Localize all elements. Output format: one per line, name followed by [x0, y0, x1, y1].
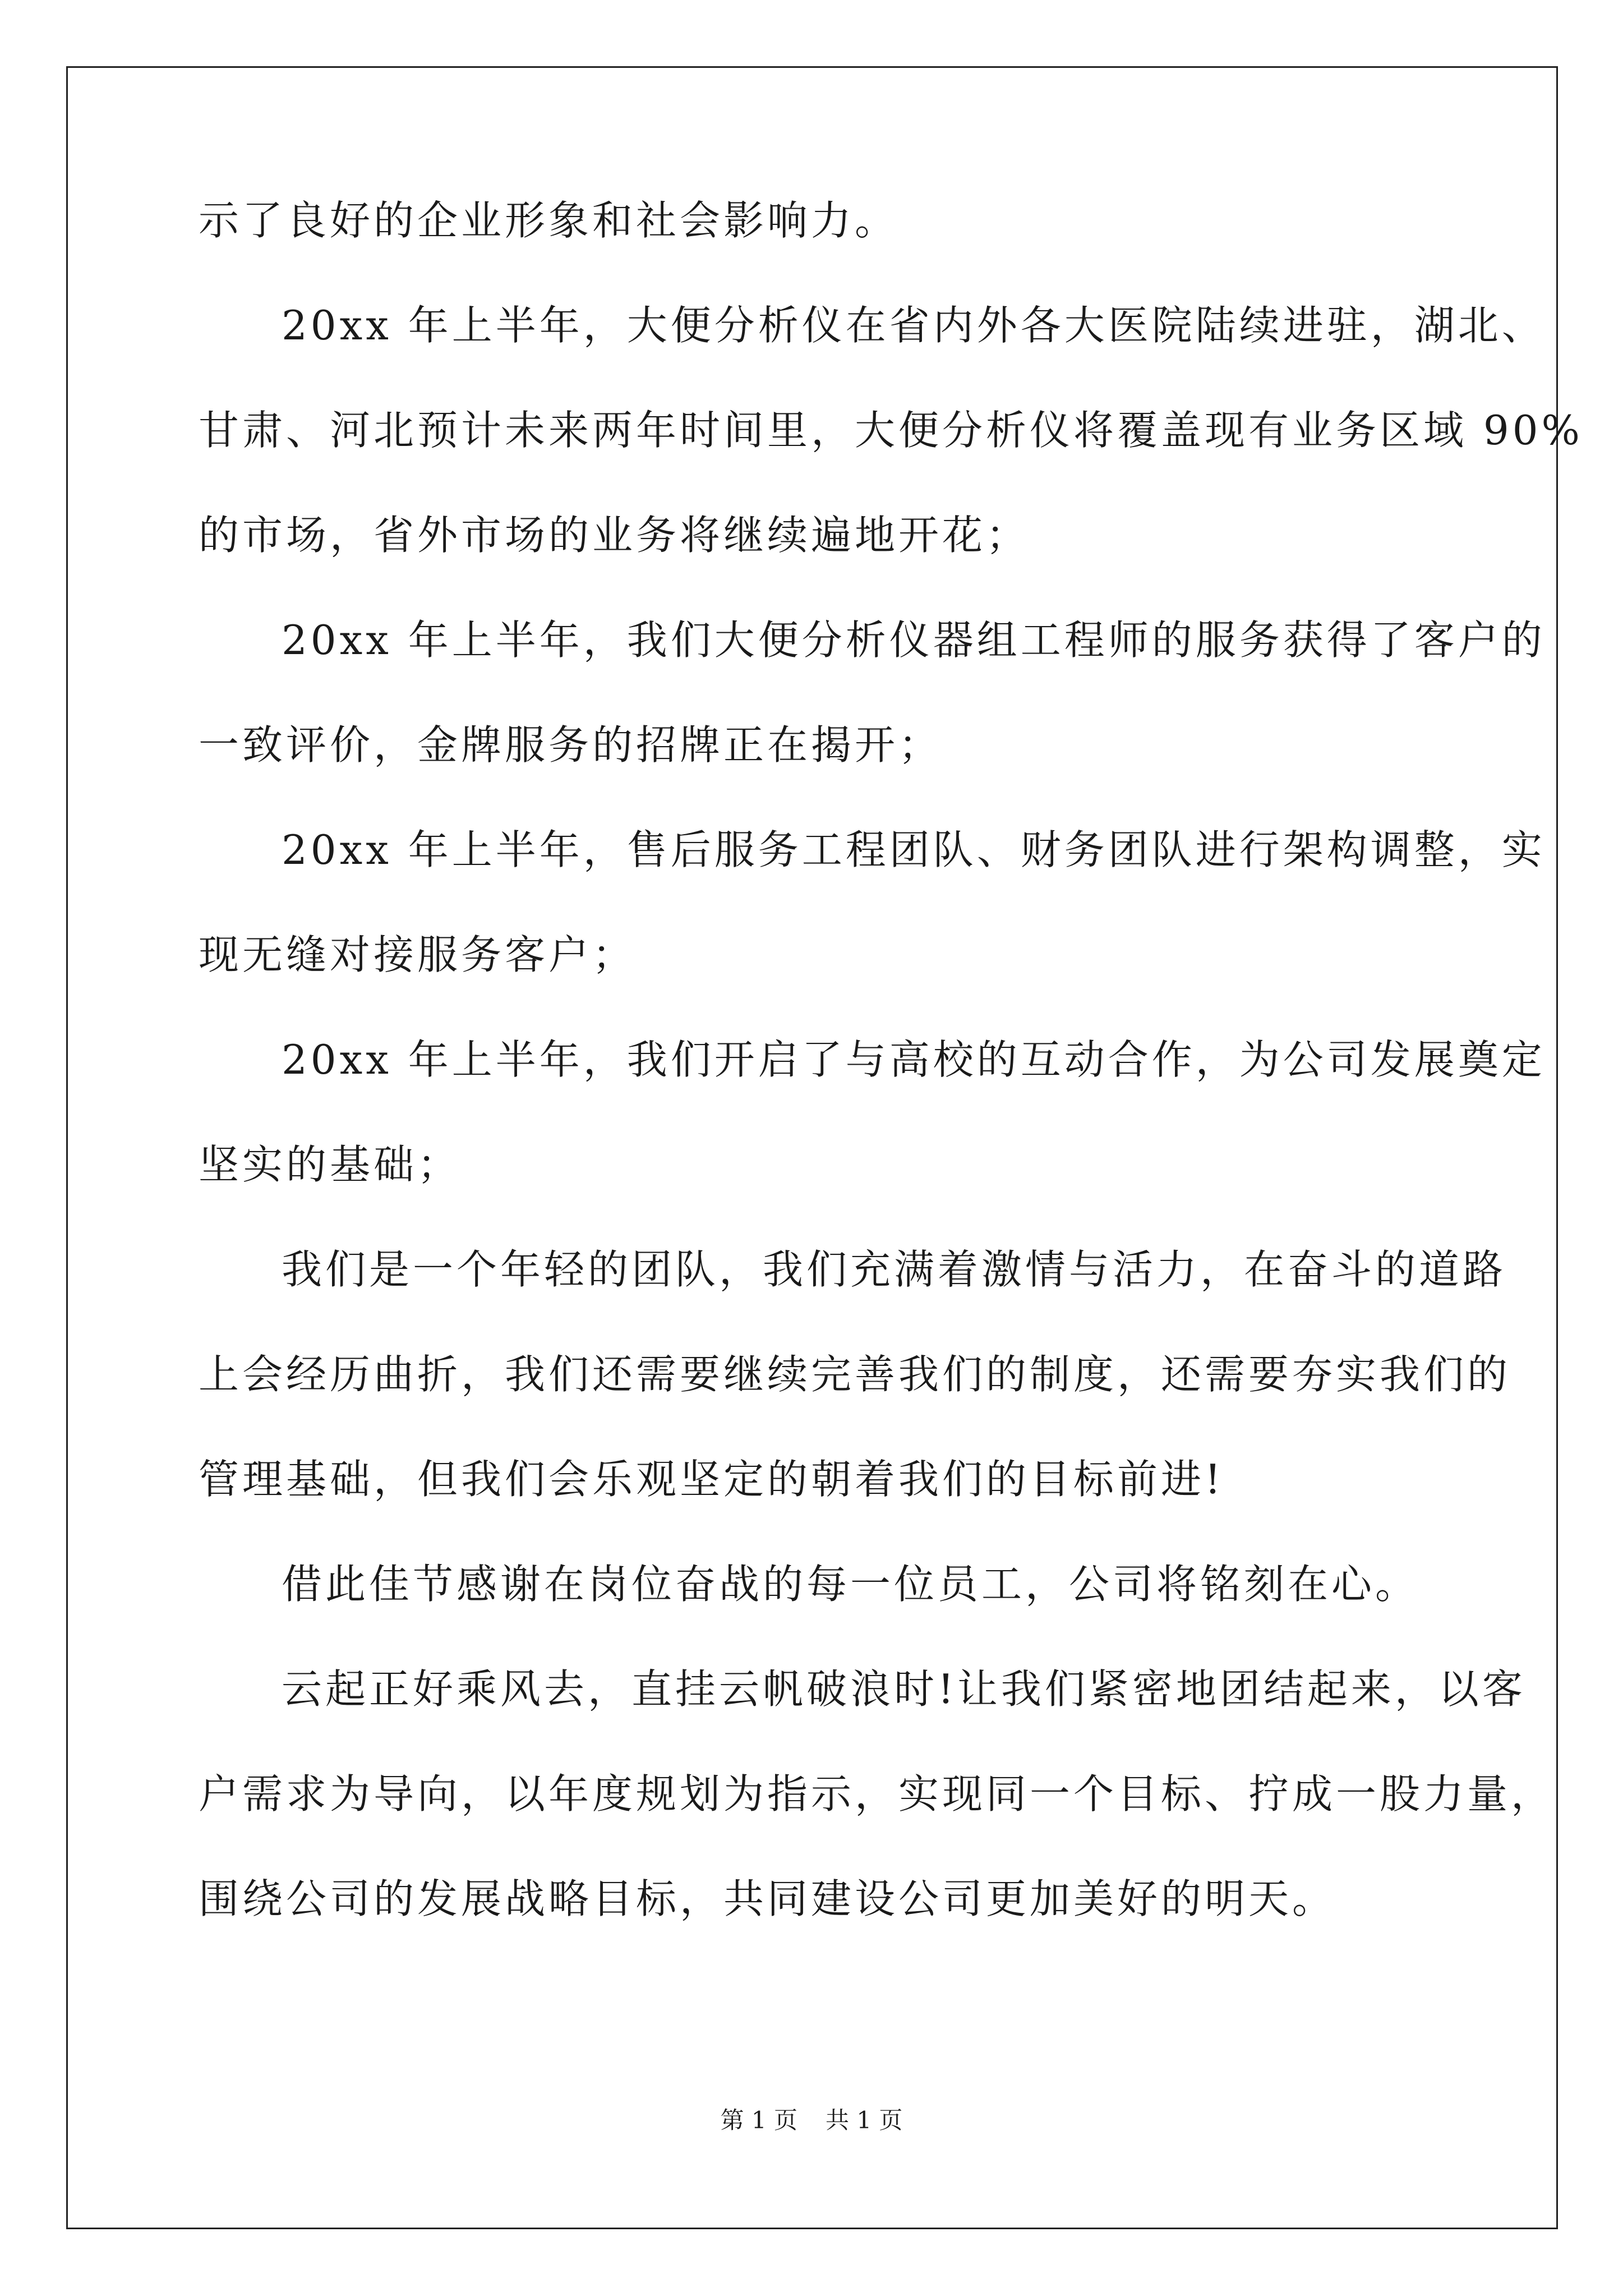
page-number-current: 第 1 页	[720, 2106, 797, 2134]
body-line: 围绕公司的发展战略目标，共同建设公司更加美好的明天。	[199, 1875, 1336, 1922]
body-line: 我们是一个年轻的团队，我们充满着激情与活力，在奋斗的道路	[282, 1246, 1507, 1293]
body-line: 的市场，省外市场的业务将继续遍地开花；	[199, 512, 1030, 559]
body-line: 云起正好乘风去，直挂云帆破浪时!让我们紧密地团结起来，以客	[282, 1665, 1526, 1713]
body-line: 现无缝对接服务客户；	[199, 931, 637, 978]
body-line: 甘肃、河北预计未来两年时间里，大便分析仪将覆盖现有业务区域 90%	[199, 407, 1583, 454]
body-line: 20xx 年上半年，大便分析仪在省内外各大医院陆续进驻，湖北、	[282, 302, 1546, 349]
body-line: 坚实的基础；	[199, 1141, 462, 1188]
body-line: 一致评价，金牌服务的招牌正在揭开；	[199, 721, 943, 769]
body-line: 管理基础，但我们会乐观坚定的朝着我们的目标前进!	[199, 1456, 1224, 1503]
body-line: 20xx 年上半年，我们大便分析仪器组工程师的服务获得了客户的	[282, 616, 1546, 664]
body-line: 20xx 年上半年，我们开启了与高校的互动合作，为公司发展奠定	[282, 1036, 1546, 1083]
body-line: 借此佳节感谢在岗位奋战的每一位员工，公司将铭刻在心。	[282, 1561, 1419, 1608]
body-line: 上会经历曲折，我们还需要继续完善我们的制度，还需要夯实我们的	[199, 1351, 1511, 1398]
body-line: 户需求为导向，以年度规划为指示，实现同一个目标、拧成一股力量，	[199, 1770, 1555, 1818]
body-line: 20xx 年上半年，售后服务工程团队、财务团队进行架构调整，实	[282, 826, 1546, 873]
page-number-total: 共 1 页	[826, 2106, 903, 2134]
body-line: 示了良好的企业形象和社会影响力。	[199, 197, 899, 244]
page-footer	[0, 2105, 1623, 2136]
